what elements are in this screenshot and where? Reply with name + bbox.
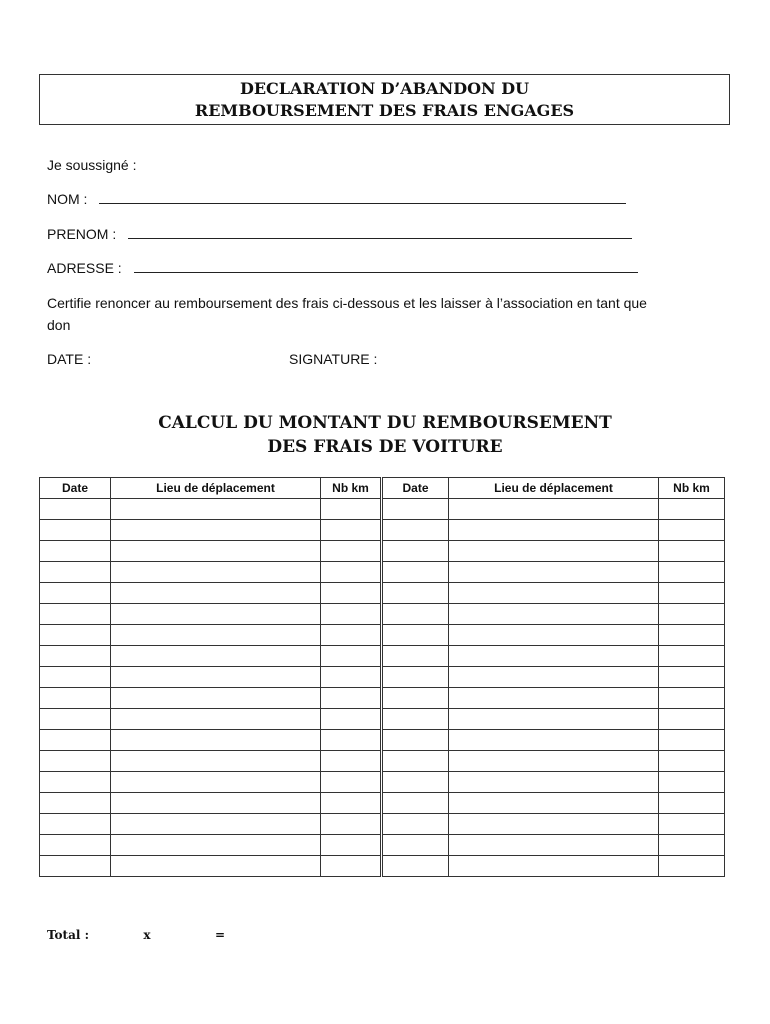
- col-header-date: Date: [40, 478, 111, 499]
- cell-lieu-2[interactable]: [449, 625, 659, 646]
- cell-date-2[interactable]: [382, 856, 449, 877]
- nom-row: [47, 191, 626, 207]
- cell-nbkm[interactable]: [321, 646, 382, 667]
- cell-nbkm[interactable]: [321, 541, 382, 562]
- cell-nbkm[interactable]: [321, 751, 382, 772]
- cell-nbkm[interactable]: [321, 856, 382, 877]
- nom-label: NOM :: [47, 191, 88, 207]
- cell-lieu-2[interactable]: [449, 835, 659, 856]
- cell-nbkm-2[interactable]: [659, 730, 725, 751]
- cell-lieu-2[interactable]: [449, 856, 659, 877]
- adresse-field[interactable]: [134, 260, 638, 273]
- cell-lieu[interactable]: [111, 730, 321, 751]
- cell-lieu[interactable]: [111, 667, 321, 688]
- cell-nbkm-2[interactable]: [659, 625, 725, 646]
- cell-date-2[interactable]: [382, 625, 449, 646]
- cell-nbkm-2[interactable]: [659, 646, 725, 667]
- cell-nbkm-2[interactable]: [659, 667, 725, 688]
- cell-date-2[interactable]: [382, 751, 449, 772]
- cell-nbkm-2[interactable]: [659, 520, 725, 541]
- cell-lieu-2[interactable]: [449, 583, 659, 604]
- cell-nbkm[interactable]: [321, 793, 382, 814]
- cell-date[interactable]: [40, 688, 111, 709]
- cell-date[interactable]: [40, 625, 111, 646]
- times-sign: x: [143, 928, 151, 942]
- table-row: [40, 499, 725, 520]
- section-title-line-1: CALCUL DU MONTANT DU REMBOURSEMENT: [158, 413, 612, 433]
- cell-date[interactable]: [40, 541, 111, 562]
- table-row: [40, 751, 725, 772]
- cell-lieu[interactable]: [111, 604, 321, 625]
- cell-lieu-2[interactable]: [449, 730, 659, 751]
- equals-sign: =: [214, 928, 226, 942]
- table-row: [40, 814, 725, 835]
- cell-nbkm-2[interactable]: [659, 499, 725, 520]
- cell-lieu-2[interactable]: [449, 772, 659, 793]
- cell-date[interactable]: [40, 667, 111, 688]
- date-label: DATE :: [47, 351, 92, 367]
- cell-lieu-2[interactable]: [449, 499, 659, 520]
- cell-lieu-2[interactable]: [449, 646, 659, 667]
- cell-lieu-2[interactable]: [449, 793, 659, 814]
- cell-lieu[interactable]: [111, 646, 321, 667]
- cell-lieu[interactable]: [111, 709, 321, 730]
- cell-date-2[interactable]: [382, 562, 449, 583]
- cell-lieu[interactable]: [111, 520, 321, 541]
- table-row: [40, 709, 725, 730]
- cell-lieu[interactable]: [111, 499, 321, 520]
- adresse-row: [47, 260, 638, 276]
- cell-date[interactable]: [40, 709, 111, 730]
- cell-nbkm-2[interactable]: [659, 856, 725, 877]
- cell-date[interactable]: [40, 520, 111, 541]
- cell-lieu[interactable]: [111, 583, 321, 604]
- cell-nbkm-2[interactable]: [659, 835, 725, 856]
- certifie-line-2: don: [47, 317, 71, 333]
- cell-date-2[interactable]: [382, 646, 449, 667]
- cell-nbkm[interactable]: [321, 730, 382, 751]
- cell-lieu[interactable]: [111, 541, 321, 562]
- cell-lieu-2[interactable]: [449, 604, 659, 625]
- table-row: [40, 541, 725, 562]
- cell-lieu-2[interactable]: [449, 751, 659, 772]
- cell-date[interactable]: [40, 772, 111, 793]
- cell-lieu-2[interactable]: [449, 520, 659, 541]
- cell-lieu[interactable]: [111, 835, 321, 856]
- table-body: [40, 499, 725, 877]
- prenom-label: PRENOM :: [47, 226, 117, 242]
- cell-nbkm-2[interactable]: [659, 562, 725, 583]
- certifie-line-1: Certifie renoncer au remboursement des frais ci-dessous et les laisser à l’association en tant que: [47, 295, 647, 311]
- table-row: [40, 604, 725, 625]
- table-row: [40, 520, 725, 541]
- intro-text: Je soussigné :: [47, 157, 137, 173]
- cell-date[interactable]: [40, 751, 111, 772]
- table-row: [40, 835, 725, 856]
- section-title-line-2: DES FRAIS DE VOITURE: [267, 437, 503, 457]
- cell-nbkm-2[interactable]: [659, 541, 725, 562]
- cell-lieu[interactable]: [111, 814, 321, 835]
- table-row: [40, 562, 725, 583]
- cell-nbkm[interactable]: [321, 625, 382, 646]
- cell-nbkm[interactable]: [321, 499, 382, 520]
- nom-field[interactable]: [99, 191, 626, 204]
- col-header-lieu: Lieu de déplacement: [111, 478, 321, 499]
- cell-nbkm-2[interactable]: [659, 772, 725, 793]
- table-row: [40, 625, 725, 646]
- cell-date-2[interactable]: [382, 499, 449, 520]
- cell-date-2[interactable]: [382, 835, 449, 856]
- col-header-nbkm-2: Nb km: [659, 478, 725, 499]
- signature-label: SIGNATURE :: [289, 351, 378, 367]
- prenom-field[interactable]: [128, 226, 632, 239]
- cell-lieu-2[interactable]: [449, 709, 659, 730]
- table-row: [40, 583, 725, 604]
- cell-date[interactable]: [40, 562, 111, 583]
- prenom-row: [47, 226, 632, 242]
- cell-date-2[interactable]: [382, 688, 449, 709]
- cell-date-2[interactable]: [382, 772, 449, 793]
- table-row: [40, 730, 725, 751]
- cell-date-2[interactable]: [382, 541, 449, 562]
- cell-lieu-2[interactable]: [449, 667, 659, 688]
- table-row: [40, 772, 725, 793]
- cell-nbkm[interactable]: [321, 562, 382, 583]
- total-row: [47, 928, 225, 942]
- cell-lieu-2[interactable]: [449, 562, 659, 583]
- cell-lieu[interactable]: [111, 688, 321, 709]
- cell-date-2[interactable]: [382, 730, 449, 751]
- cell-nbkm[interactable]: [321, 688, 382, 709]
- cell-date[interactable]: [40, 835, 111, 856]
- total-label: Total :: [47, 928, 90, 942]
- cell-lieu-2[interactable]: [449, 814, 659, 835]
- table-row: [40, 793, 725, 814]
- cell-date[interactable]: [40, 856, 111, 877]
- cell-nbkm[interactable]: [321, 709, 382, 730]
- adresse-label: ADRESSE :: [47, 260, 122, 276]
- col-header-date-2: Date: [382, 478, 449, 499]
- cell-nbkm-2[interactable]: [659, 793, 725, 814]
- cell-date[interactable]: [40, 646, 111, 667]
- title-box: [39, 74, 730, 125]
- cell-nbkm-2[interactable]: [659, 688, 725, 709]
- cell-date-2[interactable]: [382, 709, 449, 730]
- cell-nbkm[interactable]: [321, 814, 382, 835]
- cell-date-2[interactable]: [382, 793, 449, 814]
- cell-nbkm-2[interactable]: [659, 751, 725, 772]
- cell-nbkm[interactable]: [321, 772, 382, 793]
- cell-date-2[interactable]: [382, 604, 449, 625]
- cell-date[interactable]: [40, 583, 111, 604]
- cell-nbkm-2[interactable]: [659, 709, 725, 730]
- cell-lieu[interactable]: [111, 625, 321, 646]
- cell-lieu[interactable]: [111, 793, 321, 814]
- cell-lieu[interactable]: [111, 751, 321, 772]
- table-row: [40, 646, 725, 667]
- table-header-row: [40, 478, 725, 499]
- cell-nbkm-2[interactable]: [659, 814, 725, 835]
- cell-nbkm[interactable]: [321, 604, 382, 625]
- cell-date[interactable]: [40, 730, 111, 751]
- table-row: [40, 667, 725, 688]
- col-header-nbkm: Nb km: [321, 478, 382, 499]
- cell-lieu-2[interactable]: [449, 688, 659, 709]
- cell-date-2[interactable]: [382, 520, 449, 541]
- cell-nbkm-2[interactable]: [659, 583, 725, 604]
- mileage-table: [39, 477, 725, 877]
- table-row: [40, 688, 725, 709]
- title-line-1: DECLARATION D’ABANDON DU: [239, 79, 530, 98]
- cell-nbkm[interactable]: [321, 520, 382, 541]
- table-row: [40, 856, 725, 877]
- cell-date-2[interactable]: [382, 667, 449, 688]
- cell-nbkm[interactable]: [321, 835, 382, 856]
- cell-lieu[interactable]: [111, 772, 321, 793]
- cell-nbkm[interactable]: [321, 583, 382, 604]
- cell-lieu[interactable]: [111, 562, 321, 583]
- cell-date[interactable]: [40, 793, 111, 814]
- col-header-lieu-2: Lieu de déplacement: [449, 478, 659, 499]
- cell-date[interactable]: [40, 604, 111, 625]
- cell-date-2[interactable]: [382, 583, 449, 604]
- cell-lieu-2[interactable]: [449, 541, 659, 562]
- cell-nbkm-2[interactable]: [659, 604, 725, 625]
- cell-nbkm[interactable]: [321, 667, 382, 688]
- cell-date[interactable]: [40, 814, 111, 835]
- title-line-2: REMBOURSEMENT DES FRAIS ENGAGES: [194, 101, 575, 120]
- cell-lieu[interactable]: [111, 856, 321, 877]
- cell-date-2[interactable]: [382, 814, 449, 835]
- cell-date[interactable]: [40, 499, 111, 520]
